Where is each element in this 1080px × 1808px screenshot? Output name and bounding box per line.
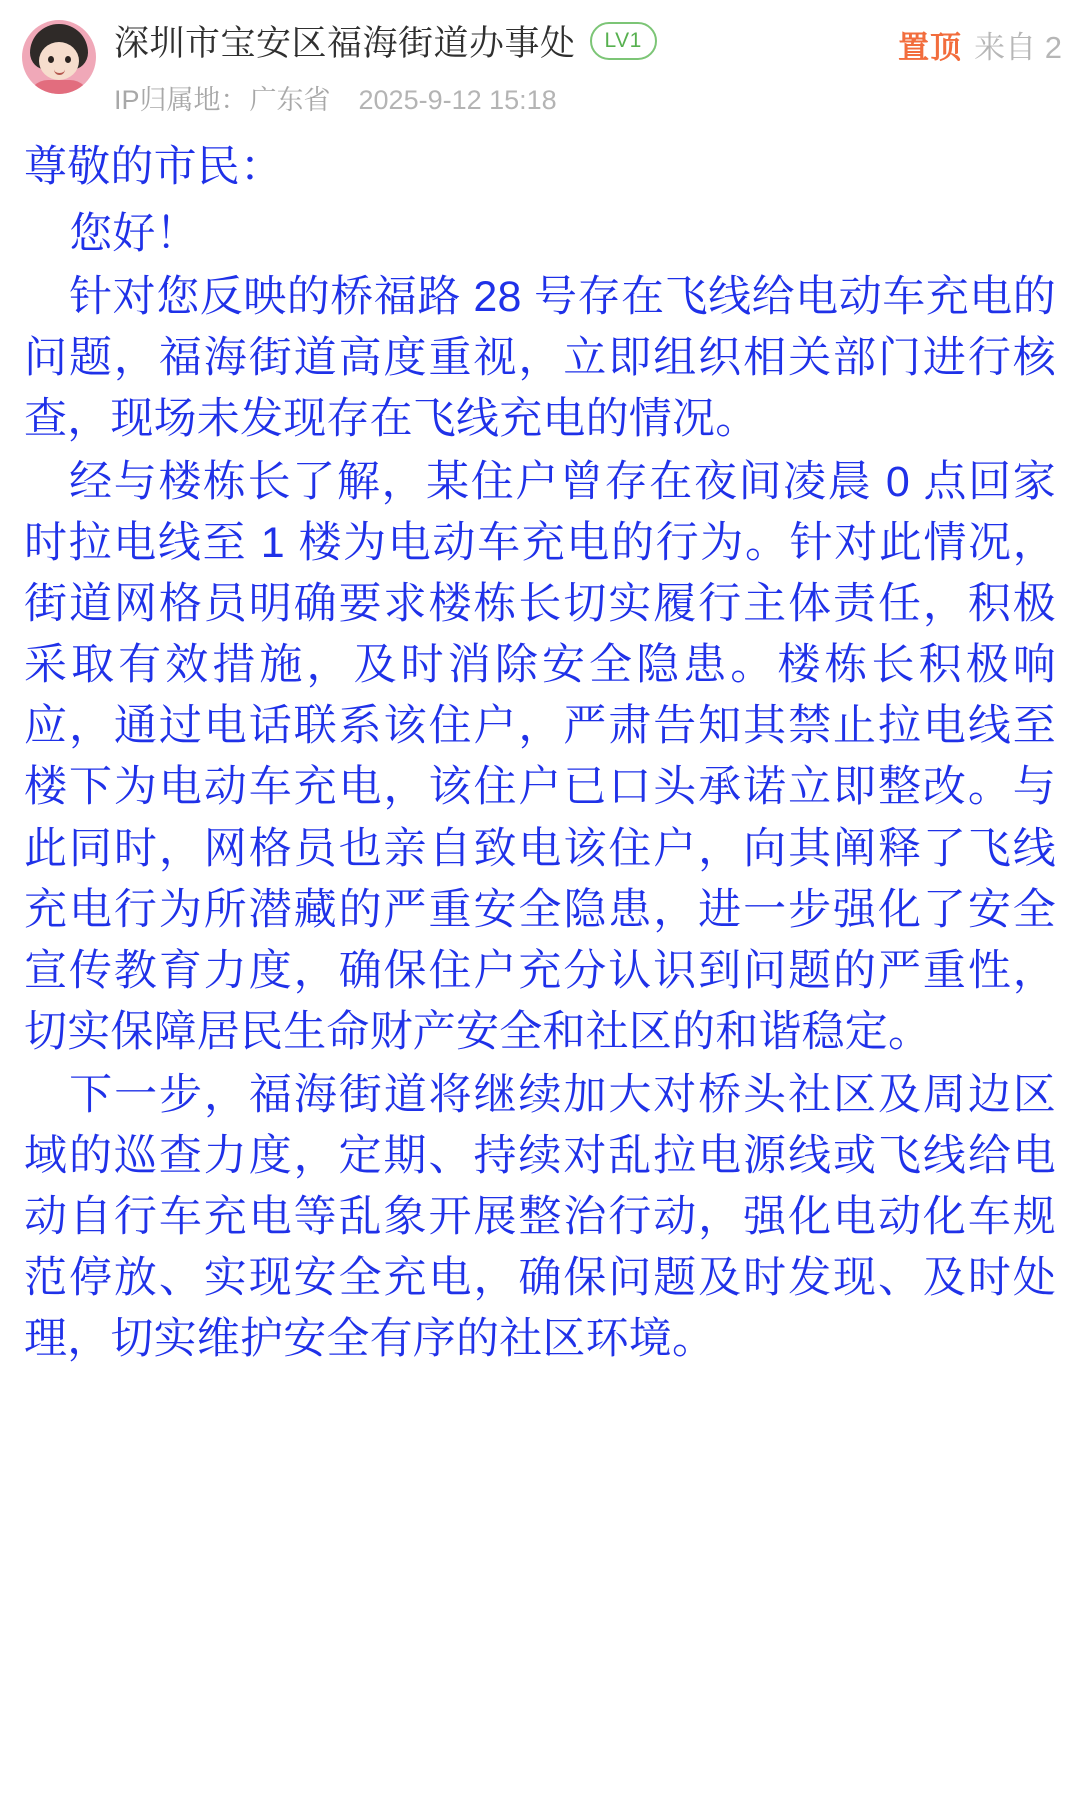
source-label: 来自 2 <box>974 30 1062 65</box>
post-paragraph-greeting: 您好！ <box>69 210 199 259</box>
avatar-eye-right-icon <box>65 56 71 63</box>
ip-location-label: IP归属地： <box>114 85 248 115</box>
post-paragraph-salutation: 尊敬的市民： <box>24 143 284 191</box>
post-content <box>0 127 1080 1370</box>
post-timestamp: 2025-9-12 15:18 <box>358 85 557 115</box>
post-paragraph-2: 经与楼栋长了解，某住户曾存在夜间凌晨 0 点回家时拉电线至 1 楼为电动车充电的行为。针对此情况，街道网格员明确要求楼栋长切实履行主体责任，积极采取有效措施，及时消除安全隐患。楼栋长积极响应，通过电话联系该住户，严肃告知其禁止拉电线至楼下为电动车充电，该住户已口头承诺立即整改。与此同时，网格员也亲自致电该住户，向其阐释了飞线充电行为所潜藏的严重安全隐患，进一步强化了安全宣传教育力度，确保住户充分认识到问题的严重性，切实保障居民生命财产安全和社区的和谐稳定。 <box>24 458 1056 1056</box>
avatar-body-icon <box>28 80 90 94</box>
post-paragraph-3: 下一步，福海街道将继续加大对桥头社区及周边区域的巡查力度，定期、持续对乱拉电源线或飞线给电动自行车充电等乱象开展整治行动，强化电动化车规范停放、实现安全充电，确保问题及时发现、及时处理，切实维护安全有序的社区环境。 <box>24 1070 1056 1363</box>
post-header <box>0 0 1080 127</box>
author-name[interactable]: 深圳市宝安区福海街道办事处 <box>114 24 576 63</box>
post-paragraph-1: 针对您反映的桥福路 28 号存在飞线给电动车充电的问题，福海街道高度重视，立即组织相关部门进行核查，现场未发现存在飞线充电的情况。 <box>24 273 1056 444</box>
ip-location-value: 广东省 <box>249 85 331 115</box>
header-right-tags <box>898 22 1062 67</box>
post-meta <box>114 78 1058 117</box>
level-badge: LV1 <box>590 22 657 60</box>
pinned-badge: 置顶 <box>898 30 963 65</box>
avatar-eye-left-icon <box>48 56 54 63</box>
avatar[interactable] <box>22 20 96 94</box>
